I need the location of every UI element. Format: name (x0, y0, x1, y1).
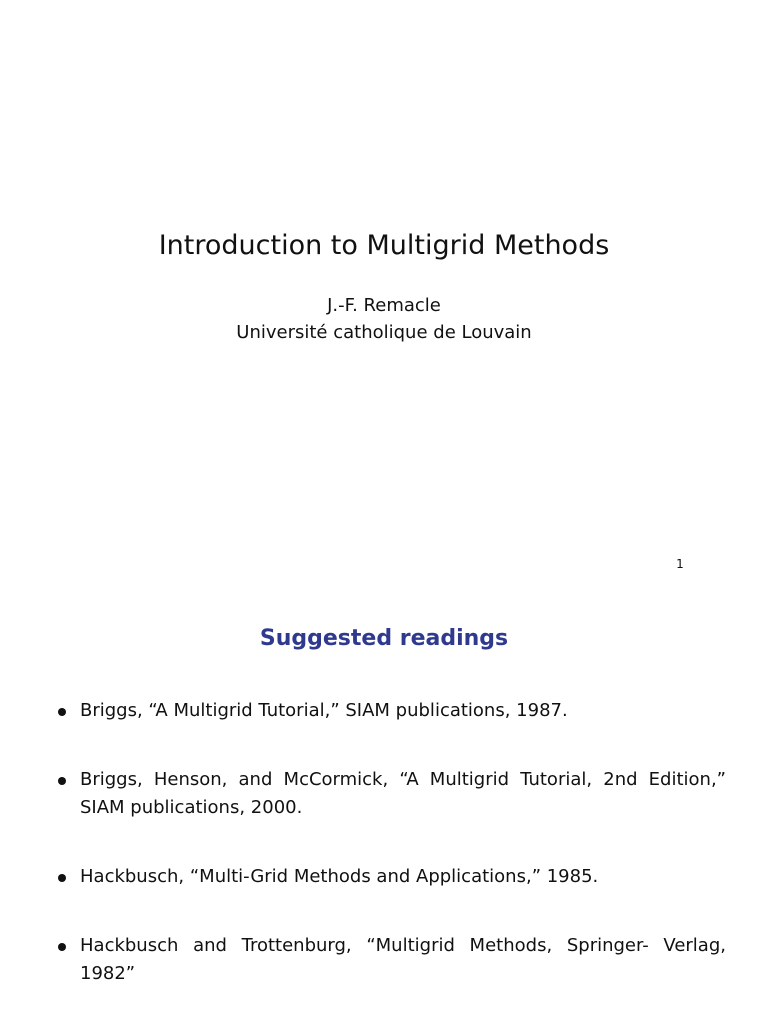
reading-text: Hackbusch and Trottenburg, “Multigrid Methods, Springer- Verlag, 1982” (80, 935, 726, 984)
list-item (56, 932, 726, 988)
bullet-icon (58, 943, 66, 951)
author-name: J.-F. Remacle (327, 295, 441, 316)
reading-text: Hackbusch, “Multi-Grid Methods and Applications,” 1985. (80, 866, 599, 887)
bullet-icon (58, 708, 66, 716)
readings-list (56, 697, 726, 988)
list-item (56, 863, 726, 891)
reading-text: Briggs, Henson, and McCormick, “A Multigrid Tutorial, 2nd Edition,” SIAM publications, 2000. (80, 769, 726, 818)
slide-title: Introduction to Multigrid Methods (158, 230, 610, 261)
list-item (56, 766, 726, 822)
bullet-icon (58, 874, 66, 882)
author-affiliation: Université catholique de Louvain (236, 322, 532, 343)
reading-text: Briggs, “A Multigrid Tutorial,” SIAM publications, 1987. (80, 700, 568, 721)
section-heading: Suggested readings (259, 626, 509, 651)
bullet-icon (58, 777, 66, 785)
page-number: 1 (676, 557, 684, 571)
list-item (56, 697, 726, 725)
